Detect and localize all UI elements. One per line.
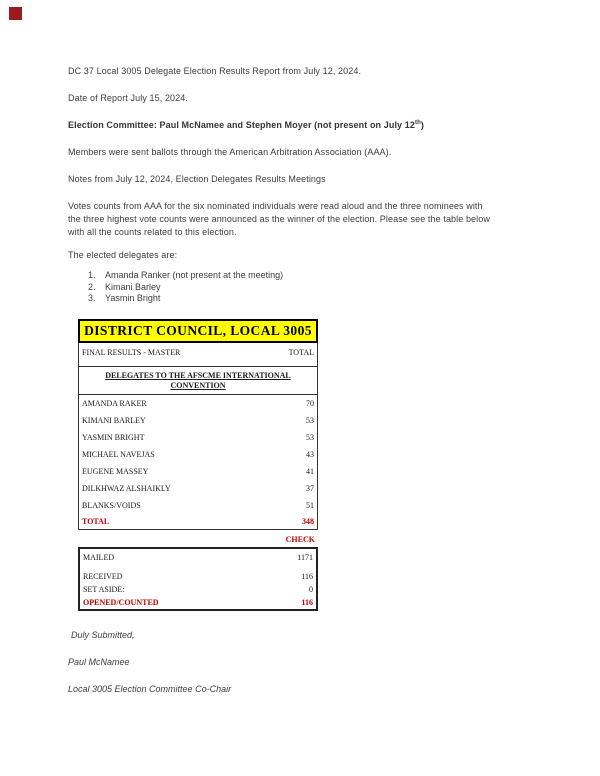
table-row [79, 497, 317, 514]
check-row-value: 116 [301, 597, 313, 607]
candidate-name: DILKHWAZ ALSHAIKLY [82, 483, 171, 493]
candidate-name: EUGENE MASSEY [82, 466, 149, 476]
results-table [78, 319, 318, 611]
vote-count: 37 [306, 483, 314, 493]
notes-heading: Notes from July 12, 2024, Election Delegates Results Meetings [68, 174, 326, 184]
section-header-line: CONVENTION [170, 380, 226, 390]
candidate-name: YASMIN BRIGHT [82, 432, 145, 442]
committee-text-end: ) [420, 120, 424, 130]
check-row-value: 1171 [297, 552, 313, 562]
check-row-label: RECEIVED [83, 571, 123, 581]
signature-closing: Duly Submitted, [71, 629, 135, 640]
table-total-row [79, 514, 317, 529]
check-row-label: OPENED/COUNTED [83, 597, 159, 607]
results-paragraph [68, 200, 530, 239]
vote-count: 70 [306, 398, 314, 408]
list-item [88, 270, 530, 282]
table-row [79, 395, 317, 412]
elected-intro: The elected delegates are: [68, 250, 178, 260]
check-label: CHECK [285, 534, 315, 544]
vote-count: 43 [306, 449, 314, 459]
signature-block [68, 629, 530, 696]
table-row [79, 463, 317, 480]
table-title: DISTRICT COUNCIL, LOCAL 3005 [78, 319, 318, 343]
vote-count: 51 [306, 500, 314, 510]
paragraph-line: Votes counts from AAA for the six nominated individuals were read aloud and the three nominees with [68, 201, 483, 211]
vote-count: 41 [306, 466, 314, 476]
check-row [80, 570, 316, 583]
subheader-left: FINAL RESULTS - MASTER [82, 347, 181, 357]
signature-name: Paul McNamee [68, 656, 130, 667]
corner-red-mark [9, 7, 22, 20]
list-number: 2. [88, 281, 96, 292]
report-date-line: Date of Report July 15, 2024. [68, 93, 188, 103]
document-body [68, 65, 530, 710]
signature-title: Local 3005 Election Committee Co-Chair [68, 683, 232, 694]
table-row [79, 480, 317, 497]
check-table [78, 547, 318, 611]
table-row [79, 429, 317, 446]
check-row [80, 549, 316, 570]
check-row-label: SET ASIDE: [83, 584, 125, 594]
committee-text: Election Committee: Paul McNamee and Stephen Moyer (not present on July 12 [68, 120, 415, 130]
table-body [78, 343, 318, 530]
total-label: TOTAL [82, 516, 110, 526]
candidate-name: AMANDA RAKER [82, 398, 147, 408]
vote-count: 53 [306, 415, 314, 425]
ballots-line: Members were sent ballots through the American Arbitration Association (AAA). [68, 147, 392, 157]
paragraph-line: with all the counts related to this election. [68, 227, 237, 237]
total-value: 348 [302, 516, 314, 526]
subheader-right: TOTAL [288, 347, 314, 357]
delegate-name: Kimani Barley [105, 281, 161, 292]
candidate-name: BLANKS/VOIDS [82, 500, 141, 510]
list-item [88, 293, 530, 305]
vote-count: 53 [306, 432, 314, 442]
check-row-opened-counted [80, 596, 316, 609]
check-row-label: MAILED [83, 552, 115, 562]
candidate-name: MICHAEL NAVEJAS [82, 449, 155, 459]
table-row [79, 446, 317, 463]
list-number: 3. [88, 293, 96, 303]
list-number: 1. [88, 270, 96, 280]
committee-line [68, 119, 530, 132]
check-row [80, 583, 316, 596]
table-subheader-row [79, 343, 317, 367]
check-row-value: 116 [301, 571, 313, 581]
candidate-name: KIMANI BARLEY [82, 415, 146, 425]
delegate-name: Yasmin Bright [105, 293, 161, 303]
report-title-line: DC 37 Local 3005 Delegate Election Results Report from July 12, 2024. [68, 66, 362, 76]
check-row-value: 0 [309, 584, 313, 594]
table-section-header [79, 367, 317, 395]
delegate-name: Amanda Ranker (not present at the meeting) [105, 270, 284, 280]
table-row [79, 412, 317, 429]
section-header-line: DELEGATES TO THE AFSCME INTERNATIONAL [105, 370, 291, 380]
delegate-list [88, 270, 530, 305]
paragraph-line: the three highest vote counts were announced as the winner of the election. Please see the table below [68, 214, 490, 224]
list-item [88, 282, 530, 294]
committee-superscript: th [414, 120, 421, 126]
